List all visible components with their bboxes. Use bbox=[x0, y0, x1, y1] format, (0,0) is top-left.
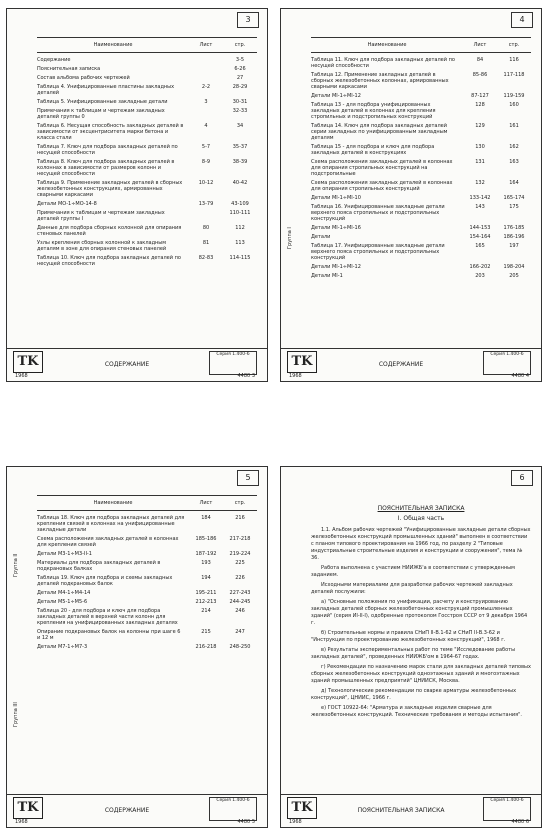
note-body bbox=[311, 505, 531, 722]
row-name: Детали МI-1÷МI-10 bbox=[311, 195, 361, 201]
header-page: стр. bbox=[508, 42, 520, 48]
row-page: 27 bbox=[236, 75, 244, 81]
row-name: Детали МI-1 bbox=[311, 273, 343, 279]
contents-row bbox=[37, 201, 257, 207]
org-logo: TK bbox=[287, 797, 317, 819]
note-title: ПОЯСНИТЕЛЬНАЯ ЗАПИСКА bbox=[377, 505, 465, 512]
row-page: 197 bbox=[509, 243, 519, 249]
row-sheet: 130 bbox=[475, 144, 485, 150]
contents-row bbox=[311, 234, 531, 240]
contents-row bbox=[37, 84, 257, 96]
year: 1968 bbox=[289, 819, 302, 825]
row-name: Таблица 8. Ключ для подбора закладных деталей в колоннах в зависимости от размеров колонн и несущей способности bbox=[37, 159, 175, 177]
contents-row bbox=[37, 575, 257, 587]
row-name: Детали МI-1÷МI-12 bbox=[311, 264, 361, 270]
row-page: 247 bbox=[235, 629, 245, 635]
row-page: 186-196 bbox=[503, 234, 525, 240]
row-sheet: 85-86 bbox=[472, 72, 488, 78]
header-name: Наименование bbox=[367, 42, 407, 48]
contents-list bbox=[311, 57, 531, 282]
row-sheet: 132 bbox=[475, 180, 485, 186]
row-page: 28-29 bbox=[232, 84, 248, 90]
header-sheet: Лист bbox=[473, 42, 487, 48]
contents-row bbox=[37, 644, 257, 650]
row-page: 246 bbox=[235, 608, 245, 614]
title-block bbox=[7, 794, 267, 827]
contents-row bbox=[311, 144, 531, 156]
row-sheet: 165 bbox=[475, 243, 485, 249]
contents-row bbox=[37, 57, 257, 63]
row-page: 165-174 bbox=[503, 195, 525, 201]
row-name: Таблица 7. Ключ для подбора закладных деталей по несущей способности bbox=[37, 144, 178, 156]
row-sheet: 5-7 bbox=[201, 144, 211, 150]
row-sheet: 143 bbox=[475, 204, 485, 210]
row-sheet: 3 bbox=[204, 99, 208, 105]
row-page: 226 bbox=[235, 575, 245, 581]
row-name: Таблица 17. Унифицированные закладные детали верхнего пояса стропильных и подстропильных конструкций bbox=[311, 243, 445, 261]
row-page: 227-243 bbox=[229, 590, 251, 596]
block-title: СОДЕРЖАНИЕ bbox=[378, 361, 424, 368]
row-sheet: 133-142 bbox=[469, 195, 491, 201]
row-name: Таблица 6. Несущая способность закладных деталей в зависимости от эксцентриситета марки бетона и класса стали bbox=[37, 123, 184, 141]
row-name: Пояснительная записка bbox=[37, 66, 101, 72]
row-name: Таблица 15 - для подбора и ключ для подбора закладных деталей в конструкциях bbox=[311, 144, 435, 156]
note-paragraph: в) Результаты экспериментальных работ по теме "Исследование работы закладных деталей", проведенных НИИЖБ'ом в 1964-67 годах. bbox=[311, 647, 516, 660]
row-sheet: 10-12 bbox=[198, 180, 214, 186]
header-name: Наименование bbox=[93, 500, 133, 506]
row-sheet: 87-127 bbox=[471, 93, 489, 99]
row-sheet: 203 bbox=[475, 273, 485, 279]
page-number: 4 bbox=[511, 12, 533, 28]
row-page: 117-118 bbox=[503, 72, 525, 78]
row-name: Схема расположения закладных деталей в колоннах для крепления связей bbox=[37, 536, 179, 548]
contents-row bbox=[37, 608, 257, 626]
row-sheet bbox=[189, 75, 223, 81]
row-sheet: 81 bbox=[202, 240, 210, 246]
row-sheet bbox=[189, 108, 223, 120]
row-name: Таблица 19. Ключ для подбора и схемы закладных деталей подкрановых балок bbox=[37, 575, 173, 587]
row-page: 3-5 bbox=[235, 57, 245, 63]
table-header bbox=[311, 37, 531, 53]
row-name: Таблица 10. Ключ для подбора закладных деталей по несущей способности bbox=[37, 255, 181, 267]
row-sheet: 215 bbox=[201, 629, 211, 635]
table-header bbox=[37, 37, 257, 53]
title-block bbox=[281, 348, 541, 381]
row-name: Опирание подкрановых балок на колонны при шаге 6 и 12 м bbox=[37, 629, 181, 641]
row-sheet: 187-192 bbox=[195, 551, 217, 557]
row-sheet: 8-9 bbox=[201, 159, 211, 165]
contents-row bbox=[37, 66, 257, 72]
header-sheet: Лист bbox=[199, 500, 213, 506]
row-page: 225 bbox=[235, 560, 245, 566]
row-sheet: 214 bbox=[201, 608, 211, 614]
row-name: Примечания к таблицам и чертежам закладных деталей группы I bbox=[37, 210, 165, 222]
row-page: 43-109 bbox=[231, 201, 249, 207]
row-name: Данные для подбора сборных колонной для опирания стеновых панелей bbox=[37, 225, 182, 237]
note-paragraph: 1.1. Альбом рабочих чертежей "Унифицированные закладные детали сборных железобетонных конструкций промышленных зданий" выполнен в соответствии с планом типового проектирования на 1966 год, по разделу 2 "Типовые индустриальные строительные изделия и конструкции и сооружения", тема № 36. bbox=[311, 527, 531, 561]
row-sheet: 84 bbox=[476, 57, 484, 63]
contents-row bbox=[311, 195, 531, 201]
row-page: 244-245 bbox=[229, 599, 251, 605]
row-sheet: 184 bbox=[201, 515, 211, 521]
explanatory-note-page bbox=[280, 466, 542, 828]
row-sheet: 194 bbox=[201, 575, 211, 581]
row-page: 160 bbox=[509, 102, 519, 108]
contents-row bbox=[37, 108, 257, 120]
row-sheet: 216-218 bbox=[195, 644, 217, 650]
row-page: 216 bbox=[235, 515, 245, 521]
page-footer: 4480 4 bbox=[511, 373, 529, 379]
row-page: 32-33 bbox=[232, 108, 248, 114]
row-page: 34 bbox=[236, 123, 244, 129]
row-page: 6-26 bbox=[234, 66, 246, 72]
row-page: 30-31 bbox=[232, 99, 248, 105]
org-logo: TK bbox=[287, 351, 317, 373]
contents-row bbox=[37, 536, 257, 548]
note-paragraph: Исходными материалами для разработки рабочих чертежей закладных деталей послужили: bbox=[311, 582, 513, 595]
contents-row bbox=[37, 629, 257, 641]
row-sheet: 212-213 bbox=[195, 599, 217, 605]
note-paragraph: Работа выполнена с участием НИИЖБ'а в соответствии с утвержденным заданием. bbox=[311, 565, 515, 578]
contents-row bbox=[311, 180, 531, 192]
title-block bbox=[7, 348, 267, 381]
row-name: Схема расположения закладных деталей в колоннах для опирания стропильных конструкций bbox=[311, 180, 453, 192]
row-sheet: 128 bbox=[475, 102, 485, 108]
row-sheet: 195-211 bbox=[195, 590, 217, 596]
side-label: Группа I bbox=[287, 227, 293, 249]
row-name: Материалы для подбора закладных деталей в подкрановых балках bbox=[37, 560, 161, 572]
contents-list bbox=[37, 515, 257, 653]
contents-row bbox=[37, 99, 257, 105]
contents-row bbox=[311, 123, 531, 141]
contents-row bbox=[37, 599, 257, 605]
series-box: Серия 1.400-6 bbox=[483, 351, 531, 375]
org-logo: TK bbox=[13, 351, 43, 373]
header-page: стр. bbox=[234, 500, 246, 506]
contents-row bbox=[37, 210, 257, 222]
contents-row bbox=[37, 144, 257, 156]
contents-row bbox=[37, 159, 257, 177]
row-sheet: 129 bbox=[475, 123, 485, 129]
row-page: 119-159 bbox=[503, 93, 525, 99]
row-sheet: 4 bbox=[204, 123, 208, 129]
contents-row bbox=[311, 243, 531, 261]
contents-row bbox=[37, 240, 257, 252]
row-name: Детали МI-1÷МI-16 bbox=[311, 225, 361, 231]
row-name: Детали bbox=[311, 234, 331, 240]
page-number: 6 bbox=[511, 470, 533, 486]
series-box: Серия 1.400-6 bbox=[483, 797, 531, 821]
note-paragraph: д) Технологические рекомендации по сварке арматуры железобетонных конструкций", ЦНИИС, 1966 г. bbox=[311, 688, 517, 701]
row-name: Детали МО-1÷МО-14-8 bbox=[37, 201, 97, 207]
row-page: 38-39 bbox=[232, 159, 248, 165]
header-name: Наименование bbox=[93, 42, 133, 48]
block-title: СОДЕРЖАНИЕ bbox=[104, 807, 150, 814]
title-block bbox=[281, 794, 541, 827]
page-footer: 4480 5 bbox=[237, 819, 255, 825]
year: 1968 bbox=[289, 373, 302, 379]
note-paragraph: а) "Основные положения по унификации, расчету и конструированию закладных деталей сборных железобетонных конструкций промышленных зданий" (серия ИI-II-I), одобренные протоколом Госстроя СССР от 9 декабря 1964 г. bbox=[311, 599, 528, 626]
row-name: Детали М4-1÷М4-14 bbox=[37, 590, 91, 596]
row-page: 113 bbox=[235, 240, 245, 246]
row-page: 114-115 bbox=[229, 255, 251, 261]
contents-row bbox=[311, 57, 531, 69]
row-name: Детали М7-1÷М7-3 bbox=[37, 644, 88, 650]
note-paragraph: г) Рекомендации по назначению марок стали для закладных деталей типовых сборных железобетонных конструкций одноэтажных зданий и многоэтажных зданий промышленных предприятий" ЦНИИСК, Москва. bbox=[311, 664, 531, 684]
contents-page-2 bbox=[280, 8, 542, 382]
header-page: стр. bbox=[234, 42, 246, 48]
header-sheet: Лист bbox=[199, 42, 213, 48]
contents-row bbox=[37, 75, 257, 81]
row-name: Таблица 13 - для подбора унифицированных закладных деталей в колоннах для крепления стропильных и подстропильных конструкций bbox=[311, 102, 436, 120]
row-sheet bbox=[189, 57, 223, 63]
page-footer: 4480 3 bbox=[237, 373, 255, 379]
contents-row bbox=[37, 255, 257, 267]
contents-row bbox=[311, 264, 531, 270]
row-name: Таблица 4. Унифицированные пластины закладных деталей bbox=[37, 84, 175, 96]
row-sheet: 82-83 bbox=[198, 255, 214, 261]
row-name: Таблица 14. Ключ для подбора закладных деталей серии закладных по унифицированным закладным деталям bbox=[311, 123, 448, 141]
row-name: Детали М5-1÷М5-6 bbox=[37, 599, 88, 605]
note-paragraphs bbox=[311, 527, 531, 719]
row-sheet bbox=[189, 210, 223, 222]
contents-row bbox=[311, 225, 531, 231]
row-page: 161 bbox=[509, 123, 519, 129]
row-page: 248-250 bbox=[229, 644, 251, 650]
series-box: Серия 1.400-6 bbox=[209, 351, 257, 375]
row-sheet: 144-153 bbox=[469, 225, 491, 231]
row-sheet: 80 bbox=[202, 225, 210, 231]
note-section: I. Общая часть bbox=[397, 515, 445, 522]
contents-list bbox=[37, 57, 257, 270]
contents-page-3 bbox=[6, 466, 268, 828]
contents-row bbox=[37, 123, 257, 141]
block-title: ПОЯСНИТЕЛЬНАЯ ЗАПИСКА bbox=[357, 807, 445, 814]
note-paragraph: б) Строительные нормы и правила СНиП II-В.1-62 и СНиП II-В.3-62 и "Инструкция по проектированию железобетонных конструкций", 1968 г. bbox=[311, 630, 506, 643]
row-name: Таблица 12. Применение закладных деталей в сборных железобетонных колоннах, армированных сварными каркасами bbox=[311, 72, 449, 90]
contents-page-1 bbox=[6, 8, 268, 382]
contents-row bbox=[37, 515, 257, 533]
row-page: 205 bbox=[509, 273, 519, 279]
page-footer: 4480 6 bbox=[511, 819, 529, 825]
note-paragraph: е) ГОСТ 10922-64: "Арматура и закладные изделия сварные для железобетонных конструкций. Технические требования и методы испытания". bbox=[311, 705, 522, 718]
row-page: 198-204 bbox=[503, 264, 525, 270]
table-header bbox=[37, 495, 257, 511]
row-name: Таблица 20 - для подбора и ключ для подбора закладных деталей в верхней части колонн для крепления на унифицированных закладных деталях bbox=[37, 608, 178, 626]
row-page: 217-218 bbox=[229, 536, 251, 542]
row-page: 162 bbox=[509, 144, 519, 150]
row-sheet bbox=[189, 66, 223, 72]
row-page: 116 bbox=[509, 57, 519, 63]
row-name: Примечания к таблицам и чертежам закладных деталей группы 0 bbox=[37, 108, 165, 120]
row-sheet: 2-2 bbox=[201, 84, 211, 90]
row-sheet: 185-186 bbox=[195, 536, 217, 542]
row-sheet: 193 bbox=[201, 560, 211, 566]
contents-row bbox=[311, 273, 531, 279]
contents-row bbox=[37, 590, 257, 596]
contents-row bbox=[311, 102, 531, 120]
row-sheet: 154-164 bbox=[469, 234, 491, 240]
row-page: 163 bbox=[509, 159, 519, 165]
contents-row bbox=[311, 159, 531, 177]
org-logo: TK bbox=[13, 797, 43, 819]
row-sheet: 166-202 bbox=[469, 264, 491, 270]
row-page: 112 bbox=[235, 225, 245, 231]
contents-row bbox=[311, 93, 531, 99]
page-number: 5 bbox=[237, 470, 259, 486]
contents-row bbox=[37, 551, 257, 557]
row-page: 176-185 bbox=[503, 225, 525, 231]
row-name: Таблица 18. Ключ для подбора закладных деталей для крепления связей в колоннах на унифицированные закладные детали bbox=[37, 515, 185, 533]
contents-row bbox=[311, 204, 531, 222]
row-name: Узлы крепления сборных колонной к закладным деталям в зоне для опирания стеновых панелей bbox=[37, 240, 167, 252]
row-page: 35-37 bbox=[232, 144, 248, 150]
side-label: Группа II bbox=[13, 553, 19, 577]
year: 1968 bbox=[15, 373, 28, 379]
row-name: Таблица 16. Унифицированные закладные детали верхнего пояса стропильных и подстропильных конструкций bbox=[311, 204, 445, 222]
row-page: 219-224 bbox=[229, 551, 251, 557]
row-page: 175 bbox=[509, 204, 519, 210]
row-sheet: 13-79 bbox=[198, 201, 214, 207]
row-page: 164 bbox=[509, 180, 519, 186]
contents-row bbox=[311, 72, 531, 90]
page-number: 3 bbox=[237, 12, 259, 28]
row-name: Схема расположения закладных деталей в колоннах для опирания стропильных конструкций на подстропильные bbox=[311, 159, 453, 177]
year: 1968 bbox=[15, 819, 28, 825]
contents-row bbox=[37, 225, 257, 237]
row-page: 110-111 bbox=[229, 210, 251, 216]
row-name: Содержание bbox=[37, 57, 71, 63]
block-title: СОДЕРЖАНИЕ bbox=[104, 361, 150, 368]
contents-row bbox=[37, 180, 257, 198]
row-page: 40-42 bbox=[232, 180, 248, 186]
row-name: Состав альбома рабочих чертежей bbox=[37, 75, 130, 81]
row-name: Таблица 5. Унифицированные закладные детали bbox=[37, 99, 168, 105]
row-name: Детали МI-1÷МI-12 bbox=[311, 93, 361, 99]
row-name: Таблица 11. Ключ для подбора закладных деталей по несущей способности bbox=[311, 57, 455, 69]
row-name: Таблица 9. Применение закладных деталей в сборных железобетонных конструкциях, армированных сварными каркасами bbox=[37, 180, 183, 198]
side-label: Группа III bbox=[13, 702, 19, 727]
row-name: Детали М3-1÷М3-II-1 bbox=[37, 551, 92, 557]
series-box: Серия 1.400-6 bbox=[209, 797, 257, 821]
contents-row bbox=[37, 560, 257, 572]
row-sheet: 131 bbox=[475, 159, 485, 165]
